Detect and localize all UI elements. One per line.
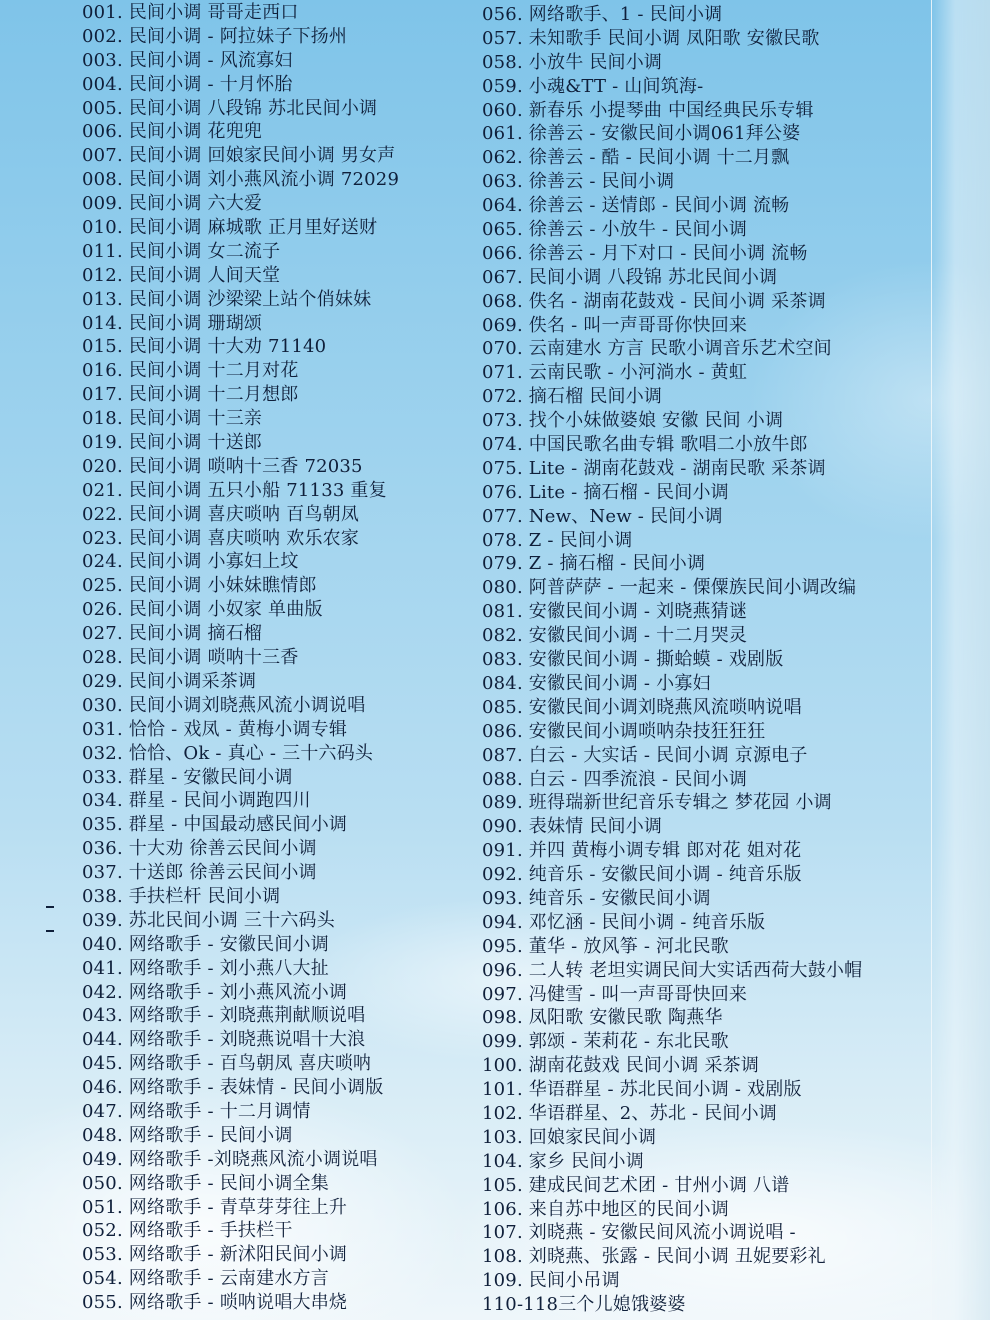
song-list-item: 109. 民间小吊调 [482,1270,620,1292]
song-list-item: 001. 民间小调 哥哥走西口 [82,2,299,23]
song-list-item: 072. 摘石榴 民间小调 [482,386,663,408]
song-list-item: 101. 华语群星 - 苏北民间小调 - 戏剧版 [482,1079,802,1101]
song-list-item: 012. 民间小调 人间天堂 [82,264,281,286]
song-list-item: 090. 表妹情 民间小调 [482,816,663,838]
song-list-item: 060. 新春乐 小提琴曲 中国经典民乐专辑 [482,99,814,121]
song-list-item: 035. 群星 - 中国最动感民间小调 [82,814,348,836]
paper-edge [931,0,990,1320]
song-list-item: 014. 民间小调 珊瑚颂 [82,312,263,334]
song-list-item: 004. 民间小调 - 十月怀胎 [82,73,293,95]
song-list-item: 065. 徐善云 - 小放牛 - 民间小调 [482,219,748,241]
song-list-item: 029. 民间小调采茶调 [82,670,257,692]
song-list-item: 058. 小放牛 民间小调 [482,51,663,73]
song-list-right-column [482,3,922,1317]
song-list-item: 062. 徐善云 - 酷 - 民间小调 十二月飘 [482,147,790,169]
song-list-item: 045. 网络歌手 - 百鸟朝凤 喜庆唢呐 [82,1053,372,1075]
song-list-item: 038. 手扶栏杆 民间小调 [82,885,281,907]
song-list-item: 079. Z - 摘石榴 - 民间小调 [482,553,706,575]
song-list-item: 003. 民间小调 - 风流寡妇 [82,49,293,71]
song-list-item: 071. 云南民歌 - 小河淌水 - 黄虹 [482,362,748,384]
song-list-item: 055. 网络歌手 - 唢呐说唱大串烧 [82,1292,348,1314]
song-list-item: 051. 网络歌手 - 青草芽芽往上升 [82,1196,348,1218]
song-list-item: 024. 民间小调 小寡妇上坟 [82,551,299,573]
margin-dash [46,906,54,908]
song-list-item: 044. 网络歌手 - 刘晓燕说唱十大浪 [82,1029,366,1051]
song-list-item: 025. 民间小调 小妹妹瞧情郎 [82,575,317,597]
song-list-item: 074. 中国民歌名曲专辑 歌唱二小放牛郎 [482,434,808,456]
song-list-item: 099. 郭颂 - 茉莉花 - 东北民歌 [482,1031,729,1053]
song-list-item: 110-118三个儿媳饿婆婆 [482,1294,686,1316]
song-list-item: 018. 民间小调 十三亲 [82,408,263,430]
song-list-item: 054. 网络歌手 - 云南建水方言 [82,1268,329,1290]
song-list-item: 017. 民间小调 十二月想郎 [82,384,299,406]
song-list-item: 083. 安徽民间小调 - 撕蛤蟆 - 戏剧版 [482,649,784,671]
song-list-item: 033. 群星 - 安徽民间小调 [82,766,293,788]
song-list-item: 011. 民间小调 女二流子 [82,240,281,262]
song-list-item: 036. 十大劝 徐善云民间小调 [82,838,317,860]
song-list-item: 097. 冯健雪 - 叫一声哥哥快回来 [482,983,748,1005]
song-list-item: 049. 网络歌手 -刘晓燕风流小调说唱 [82,1148,378,1170]
song-list-item: 085. 安徽民间小调刘晓燕风流唢呐说唱 [482,696,802,718]
song-list-item: 040. 网络歌手 - 安徽民间小调 [82,933,329,955]
song-list-item: 104. 家乡 民间小调 [482,1150,644,1172]
song-list-item: 093. 纯音乐 - 安徽民间小调 [482,887,711,909]
song-list-item: 075. Lite - 湖南花鼓戏 - 湖南民歌 采茶调 [482,457,826,479]
song-list-left-column [82,1,482,1315]
song-list-item: 005. 民间小调 八段锦 苏北民间小调 [82,97,378,119]
song-list-item: 096. 二人转 老坦实调民间大实话西荷大鼓小帽 [482,959,863,981]
song-list-item: 050. 网络歌手 - 民间小调全集 [82,1172,329,1194]
song-list-item: 106. 来自苏中地区的民间小调 [482,1198,729,1220]
song-list-item: 056. 网络歌手、1 - 民间小调 [482,4,723,25]
song-list-item: 002. 民间小调 - 阿拉妹子下扬州 [82,25,348,47]
song-list-item: 069. 佚名 - 叫一声哥哥你快回来 [482,314,748,336]
song-list-item: 009. 民间小调 六大爱 [82,193,263,215]
song-list-item: 028. 民间小调 唢呐十三香 [82,647,299,669]
song-list-item: 041. 网络歌手 - 刘小燕八大扯 [82,957,329,979]
song-list-item: 100. 湖南花鼓戏 民间小调 采茶调 [482,1055,760,1077]
song-list-item: 021. 民间小调 五只小船 71133 重复 [82,479,387,501]
song-list-item: 034. 群星 - 民间小调跑四川 [82,790,311,812]
song-list-item: 015. 民间小调 十大劝 71140 [82,336,327,358]
song-list-item: 048. 网络歌手 - 民间小调 [82,1124,293,1146]
song-list-item: 092. 纯音乐 - 安徽民间小调 - 纯音乐版 [482,864,802,886]
song-list-item: 019. 民间小调 十送郎 [82,432,263,454]
song-list-item: 042. 网络歌手 - 刘小燕风流小调 [82,981,348,1003]
song-list-item: 057. 未知歌手 民间小调 凤阳歌 安徽民歌 [482,27,820,49]
song-list-item: 107. 刘晓燕 - 安徽民间风流小调说唱 - [482,1222,796,1244]
margin-dash [46,930,54,932]
song-list-item: 095. 董华 - 放风筝 - 河北民歌 [482,935,729,957]
song-list-item: 030. 民间小调刘晓燕风流小调说唱 [82,694,366,716]
song-list-item: 073. 找个小妹做婆娘 安徽 民间 小调 [482,410,784,432]
song-list-item: 102. 华语群星、2、苏北 - 民间小调 [482,1102,777,1124]
song-list-item: 078. Z - 民间小调 [482,529,633,551]
song-list-item: 066. 徐善云 - 月下对口 - 民间小调 流畅 [482,242,808,264]
song-list-item: 023. 民间小调 喜庆唢呐 欢乐农家 [82,527,360,549]
song-list-item: 027. 民间小调 摘石榴 [82,623,263,645]
song-list-item: 061. 徐善云 - 安徽民间小调061拜公婆 [482,123,801,145]
song-list-item: 067. 民间小调 八段锦 苏北民间小调 [482,266,778,288]
song-list-item: 076. Lite - 摘石榴 - 民间小调 [482,481,729,503]
song-list-item: 108. 刘晓燕、张露 - 民间小调 丑妮要彩礼 [482,1246,826,1268]
song-list-item: 052. 网络歌手 - 手扶栏干 [82,1220,293,1242]
song-list-item: 039. 苏北民间小调 三十六码头 [82,909,335,931]
song-list-item: 047. 网络歌手 - 十二月调情 [82,1100,311,1122]
song-list-item: 091. 并四 黄梅小调专辑 郎对花 姐对花 [482,840,802,862]
song-list-item: 016. 民间小调 十二月对花 [82,360,299,382]
song-list-item: 103. 回娘家民间小调 [482,1126,657,1148]
song-list-item: 087. 白云 - 大实话 - 民间小调 京源电子 [482,744,808,766]
song-list-item: 081. 安徽民间小调 - 刘晓燕猜谜 [482,601,748,623]
song-list-item: 013. 民间小调 沙梁梁上站个俏妹妹 [82,288,372,310]
song-list-item: 077. New、New - 民间小调 [482,505,723,527]
song-list-item: 059. 小魂&TT - 山间筑海- [482,75,704,97]
song-list-item: 007. 民间小调 回娘家民间小调 男女声 [82,145,396,167]
song-list-item: 089. 班得瑞新世纪音乐专辑之 梦花园 小调 [482,792,832,814]
song-list-item: 020. 民间小调 唢呐十三香 72035 [82,455,363,477]
song-list-item: 037. 十送郎 徐善云民间小调 [82,862,317,884]
song-list-item: 086. 安徽民间小调唢呐杂技狂狂狂 [482,720,766,742]
song-list-item: 006. 民间小调 花兜兜 [82,121,263,143]
song-list-item: 064. 徐善云 - 送情郎 - 民间小调 流畅 [482,195,790,217]
song-list-item: 046. 网络歌手 - 表妹情 - 民间小调版 [82,1077,384,1099]
song-list-item: 082. 安徽民间小调 - 十二月哭灵 [482,625,748,647]
song-list-item: 105. 建成民间艺术团 - 甘州小调 八谱 [482,1174,790,1196]
song-list-item: 084. 安徽民间小调 - 小寡妇 [482,672,711,694]
song-list-item: 026. 民间小调 小奴家 单曲版 [82,599,323,621]
song-list-item: 063. 徐善云 - 民间小调 [482,171,675,193]
song-list-item: 088. 白云 - 四季流浪 - 民间小调 [482,768,748,790]
song-list-item: 032. 恰恰、Ok - 真心 - 三十六码头 [82,742,374,764]
song-list-item: 008. 民间小调 刘小燕风流小调 72029 [82,169,400,191]
song-list-item: 098. 凤阳歌 安徽民歌 陶燕华 [482,1007,723,1029]
song-list-item: 043. 网络歌手 - 刘晓燕荆献顺说唱 [82,1005,366,1027]
song-list-item: 022. 民间小调 喜庆唢呐 百鸟朝凤 [82,503,360,525]
song-list-item: 031. 恰恰 - 戏凤 - 黄梅小调专辑 [82,718,348,740]
song-list-item: 068. 佚名 - 湖南花鼓戏 - 民间小调 采茶调 [482,290,826,312]
song-list-item: 094. 邓忆涵 - 民间小调 - 纯音乐版 [482,911,766,933]
song-list-item: 053. 网络歌手 - 新沭阳民间小调 [82,1244,348,1266]
song-list-item: 080. 阿普萨萨 - 一起来 - 傈僳族民间小调改编 [482,577,857,599]
song-list-item: 070. 云南建水 方言 民歌小调音乐艺术空间 [482,338,832,360]
song-list-item: 010. 民间小调 麻城歌 正月里好送财 [82,217,378,239]
